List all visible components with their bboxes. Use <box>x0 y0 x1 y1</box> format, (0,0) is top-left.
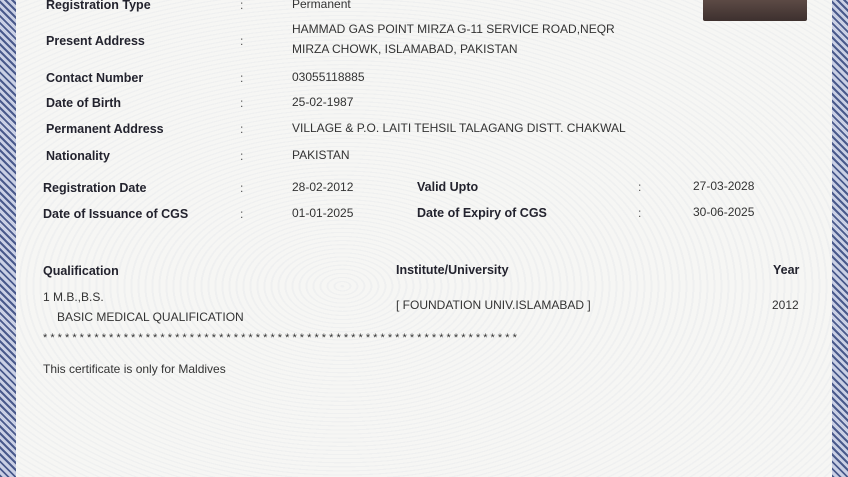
colon: : <box>240 96 244 110</box>
contact-number-label: Contact Number <box>46 71 144 85</box>
colon: : <box>240 122 244 136</box>
left-security-border <box>0 0 16 477</box>
registration-type-value: Permanent <box>292 0 351 11</box>
qualification-institute: [ FOUNDATION UNIV.ISLAMABAD ] <box>396 298 591 312</box>
present-address-label: Present Address <box>46 34 145 48</box>
qualification-header: Qualification <box>43 264 119 278</box>
date-of-expiry-label: Date of Expiry of CGS <box>417 206 547 220</box>
registration-type-label: Registration Type <box>46 0 151 12</box>
date-of-issuance-value: 01-01-2025 <box>292 206 354 220</box>
date-of-expiry-value: 30-06-2025 <box>693 205 755 219</box>
qualification-description: BASIC MEDICAL QUALIFICATION <box>57 310 244 324</box>
date-of-issuance-label: Date of Issuance of CGS <box>43 207 189 221</box>
nationality-value: PAKISTAN <box>292 148 350 162</box>
colon: : <box>638 206 642 220</box>
colon: : <box>240 34 244 48</box>
registration-date-value: 28-02-2012 <box>292 180 354 194</box>
colon: : <box>240 71 244 85</box>
right-security-border <box>832 0 848 477</box>
permanent-address-label: Permanent Address <box>46 122 164 136</box>
contact-number-value: 03055118885 <box>292 70 365 84</box>
star-separator: * * * * * * * * * * * * * * * * * * * * * * * * * * * * * * * * * * * * * * * * * * * * * * * * * * * * * * * * * * * * * * * * * <box>43 332 517 344</box>
colon: : <box>240 207 244 221</box>
colon: : <box>638 180 642 194</box>
present-address-line1: HAMMAD GAS POINT MIRZA G-11 SERVICE ROAD,NEQR <box>292 22 615 36</box>
institute-header: Institute/University <box>396 263 509 277</box>
colon: : <box>240 0 244 12</box>
permanent-address-value: VILLAGE & P.O. LAITI TEHSIL TALAGANG DISTT. CHAKWAL <box>292 121 626 135</box>
colon: : <box>240 181 244 195</box>
colon: : <box>240 149 244 163</box>
nationality-label: Nationality <box>46 149 110 163</box>
qualification-degree: 1 M.B.,B.S. <box>43 290 104 304</box>
present-address-line2: MIRZA CHOWK, ISLAMABAD, PAKISTAN <box>292 42 518 56</box>
year-header: Year <box>773 263 800 277</box>
date-of-birth-value: 25-02-1987 <box>292 95 354 109</box>
certificate-note: This certificate is only for Maldives <box>43 362 226 376</box>
valid-upto-value: 27-03-2028 <box>693 179 755 193</box>
qualification-year: 2012 <box>772 298 799 312</box>
registration-date-label: Registration Date <box>43 181 147 195</box>
holder-photo <box>703 0 807 21</box>
date-of-birth-label: Date of Birth <box>46 96 121 110</box>
valid-upto-label: Valid Upto <box>417 180 479 194</box>
